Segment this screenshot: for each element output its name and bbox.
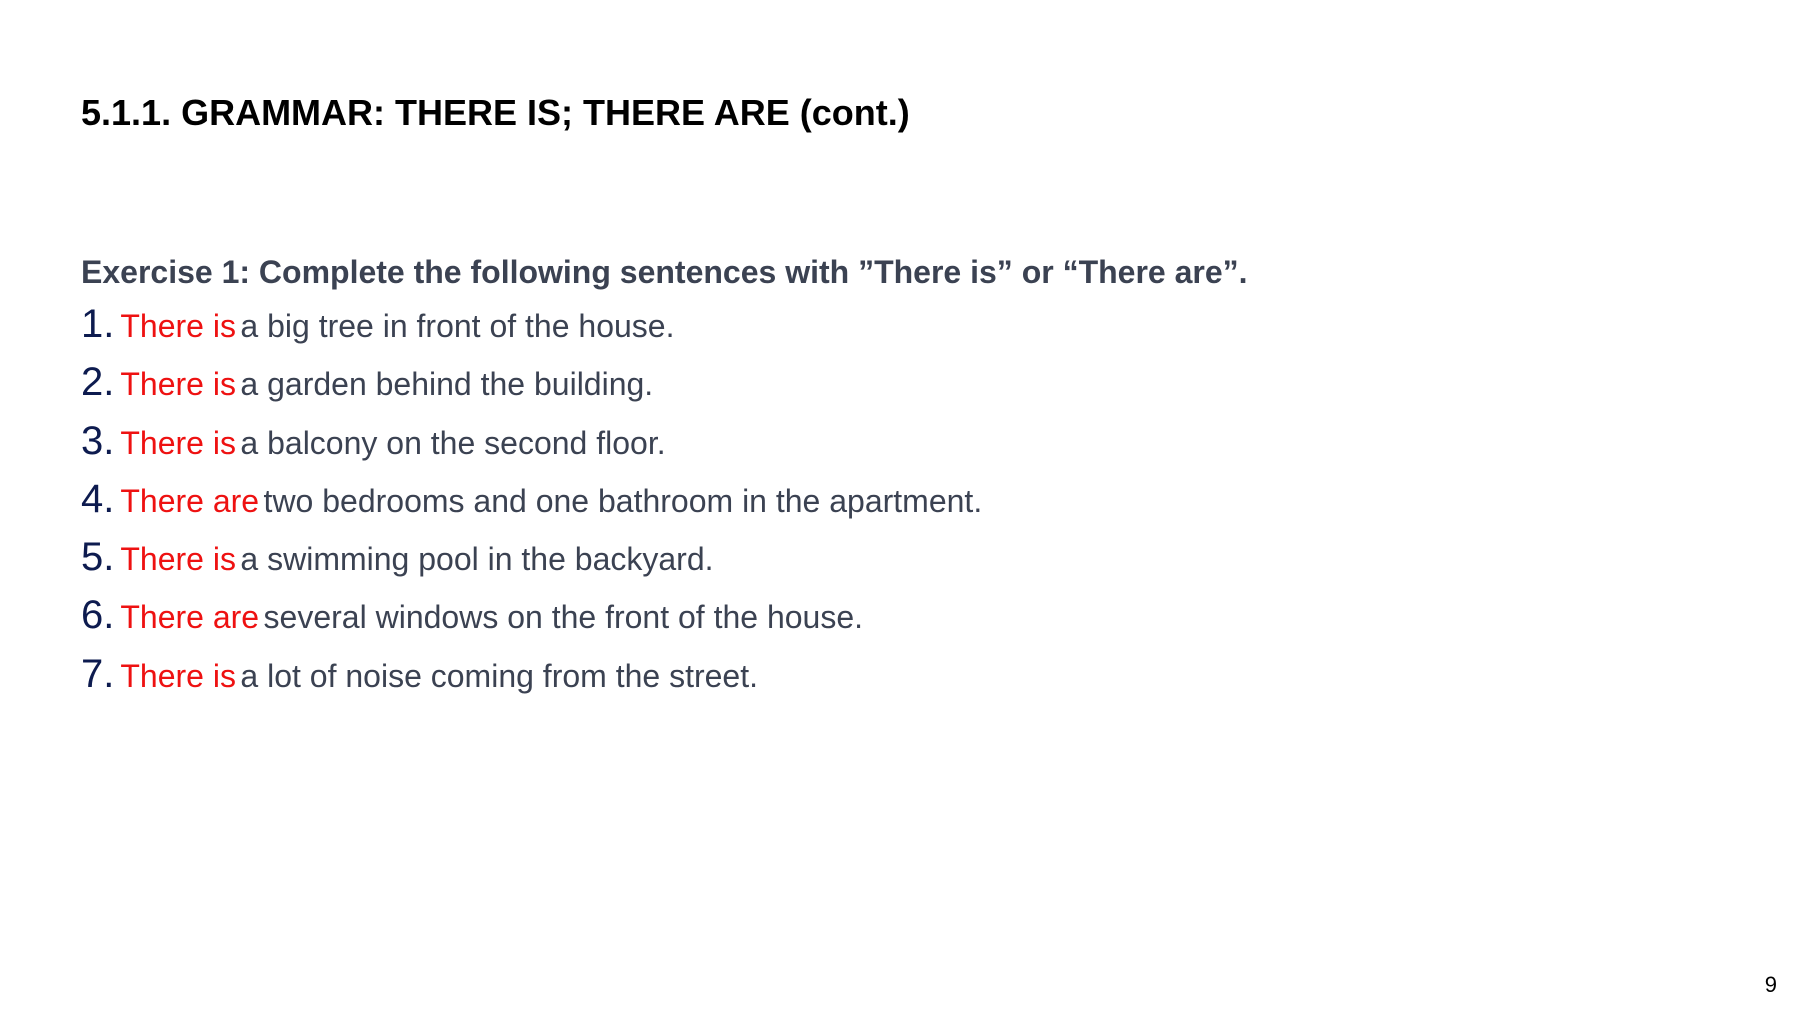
item-sentence: two bedrooms and one bathroom in the apartment. — [263, 482, 983, 519]
item-number: 5. — [81, 535, 115, 580]
exercise-item-7 — [81, 652, 982, 710]
item-answer: There are — [120, 482, 260, 519]
item-sentence: a big tree in front of the house. — [240, 308, 675, 344]
item-answer: There is — [120, 541, 236, 578]
item-number: 3. — [81, 418, 115, 463]
exercise-item-6 — [81, 593, 982, 651]
exercise-item-5 — [81, 535, 982, 593]
item-answer: There is — [120, 366, 236, 403]
slide-title: 5.1.1. GRAMMAR: THERE IS; THERE ARE (cont.) — [81, 92, 910, 133]
exercise-item-2 — [81, 360, 982, 418]
item-answer: There is — [120, 308, 236, 344]
exercise-item-4 — [81, 477, 982, 535]
item-sentence: a lot of noise coming from the street. — [240, 657, 758, 694]
exercise-item-1 — [81, 302, 982, 360]
item-sentence: several windows on the front of the house. — [263, 599, 864, 636]
exercise-item-3 — [81, 419, 982, 477]
item-number: 1. — [81, 302, 115, 346]
exercise-list — [81, 302, 982, 710]
item-number: 2. — [81, 360, 115, 405]
item-answer: There is — [120, 424, 236, 461]
page-number: 9 — [1764, 972, 1777, 997]
item-number: 6. — [81, 593, 115, 638]
item-sentence: a balcony on the second floor. — [240, 424, 666, 461]
item-number: 7. — [81, 651, 115, 696]
item-answer: There are — [120, 599, 260, 636]
item-answer: There is — [120, 657, 236, 694]
exercise-instruction: Exercise 1: Complete the following sentences with ”There is” or “There are”. — [81, 254, 1248, 290]
item-number: 4. — [81, 476, 115, 521]
item-sentence: a garden behind the building. — [240, 366, 654, 403]
item-sentence: a swimming pool in the backyard. — [240, 541, 714, 578]
